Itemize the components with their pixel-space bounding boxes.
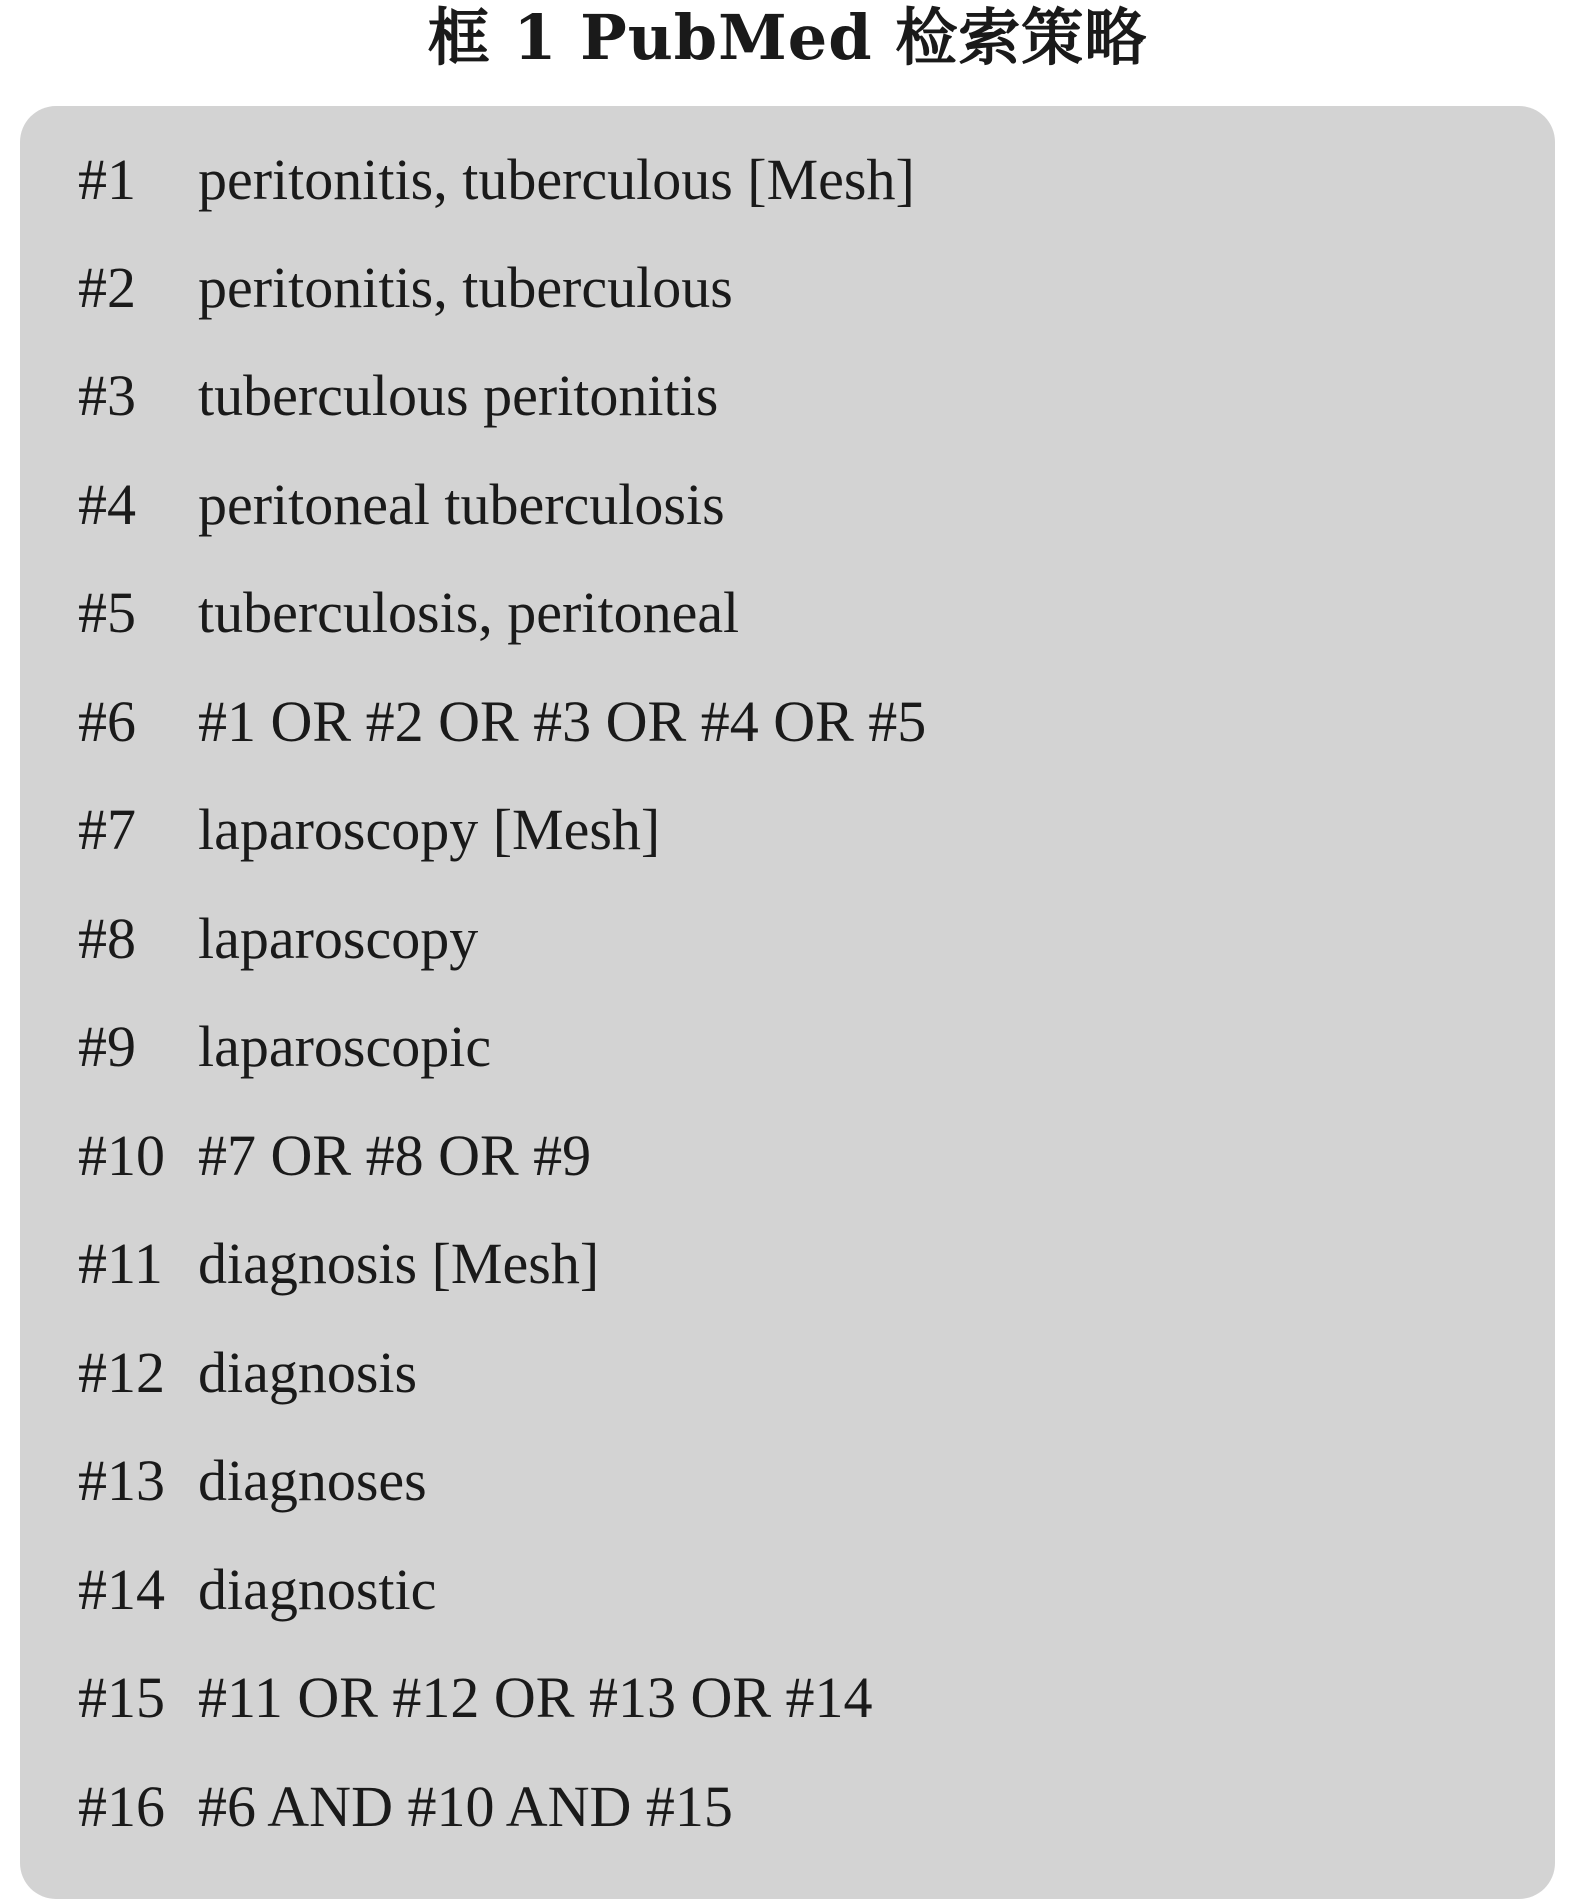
row-query: peritonitis, tuberculous (198, 255, 733, 320)
row-query: diagnosis [Mesh] (198, 1231, 600, 1296)
row-query: diagnosis (198, 1340, 418, 1405)
strategy-row (20, 1753, 1555, 1861)
strategy-row (20, 1210, 1555, 1318)
strategy-row (20, 1102, 1555, 1210)
row-number: #13 (78, 1448, 165, 1513)
row-query: #11 OR #12 OR #13 OR #14 (198, 1665, 873, 1730)
row-query: #7 OR #8 OR #9 (198, 1123, 592, 1188)
row-query: laparoscopy [Mesh] (198, 797, 661, 862)
row-query: tuberculosis, peritoneal (198, 580, 740, 645)
row-query: tuberculous peritonitis (198, 363, 719, 428)
strategy-row (20, 1319, 1555, 1427)
strategy-row (20, 885, 1555, 993)
row-number: #16 (78, 1774, 165, 1839)
row-number: #15 (78, 1665, 165, 1730)
strategy-row (20, 1536, 1555, 1644)
row-number: #3 (78, 363, 136, 428)
row-query: laparoscopic (198, 1014, 492, 1079)
row-number: #2 (78, 255, 136, 320)
row-number: #1 (78, 147, 136, 212)
strategy-row (20, 234, 1555, 342)
strategy-row (20, 993, 1555, 1101)
row-query: #6 AND #10 AND #15 (198, 1774, 733, 1839)
row-number: #9 (78, 1014, 136, 1079)
row-number: #14 (78, 1557, 165, 1622)
strategy-row (20, 451, 1555, 559)
row-number: #12 (78, 1340, 165, 1405)
row-number: #10 (78, 1123, 165, 1188)
strategy-row (20, 1427, 1555, 1535)
strategy-row (20, 776, 1555, 884)
strategy-row (20, 126, 1555, 234)
strategy-row (20, 559, 1555, 667)
box-title-database: PubMed (580, 1, 873, 74)
row-number: #6 (78, 689, 136, 754)
box-title (0, 0, 1575, 90)
row-number: #8 (78, 906, 136, 971)
box-title-caption: 检索策略 (895, 1, 1148, 74)
row-query: peritonitis, tuberculous [Mesh] (198, 147, 915, 212)
row-query: laparoscopy (198, 906, 479, 971)
row-query: diagnostic (198, 1557, 437, 1622)
box-title-label: 框 1 (427, 1, 558, 74)
row-query: #1 OR #2 OR #3 OR #4 OR #5 (198, 689, 927, 754)
row-query: peritoneal tuberculosis (198, 472, 725, 537)
row-query: diagnoses (198, 1448, 427, 1513)
row-number: #4 (78, 472, 136, 537)
strategy-row (20, 1644, 1555, 1752)
row-number: #5 (78, 580, 136, 645)
strategy-row (20, 342, 1555, 450)
row-number: #11 (78, 1231, 163, 1296)
search-strategy-box (20, 106, 1555, 1899)
strategy-row (20, 668, 1555, 776)
row-number: #7 (78, 797, 136, 862)
